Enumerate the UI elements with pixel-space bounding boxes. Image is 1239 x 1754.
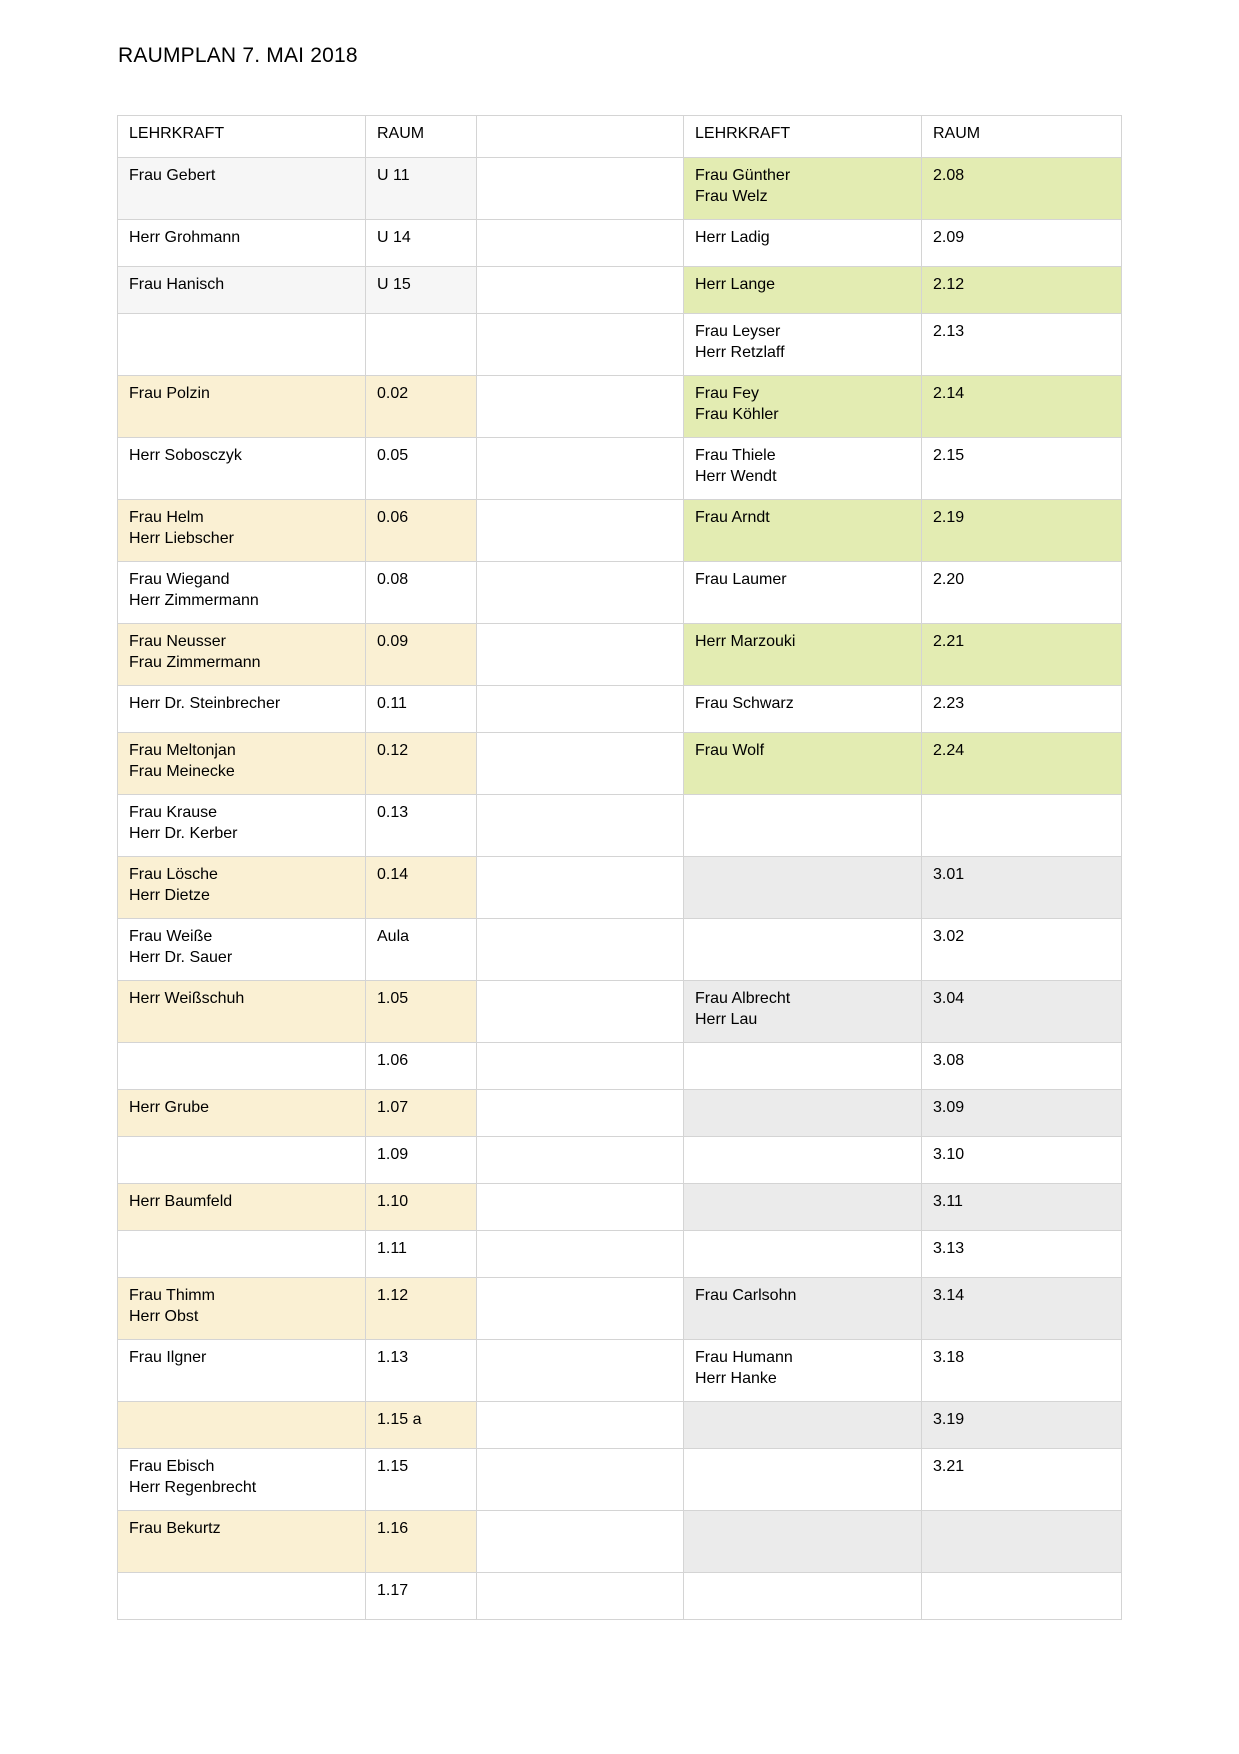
room-cell: 2.12 bbox=[922, 267, 1122, 314]
teacher-name: Frau Laumer bbox=[695, 571, 787, 588]
table-row bbox=[118, 158, 1122, 220]
teacher-cell bbox=[684, 981, 922, 1043]
teacher-name: Frau Bekurtz bbox=[129, 1520, 221, 1537]
teacher-name: Herr Hanke bbox=[695, 1370, 777, 1387]
spacer-cell bbox=[477, 562, 684, 624]
room-cell: 3.01 bbox=[922, 857, 1122, 919]
spacer-cell bbox=[477, 981, 684, 1043]
spacer-cell bbox=[477, 1184, 684, 1231]
teacher-cell bbox=[118, 624, 366, 686]
teacher-name: Frau Günther bbox=[695, 167, 791, 184]
teacher-name: Herr Weißschuh bbox=[129, 990, 245, 1007]
room-cell: 3.14 bbox=[922, 1278, 1122, 1340]
spacer-cell bbox=[477, 314, 684, 376]
room-cell: 1.10 bbox=[366, 1184, 477, 1231]
teacher-name: Herr Regenbrecht bbox=[129, 1479, 257, 1496]
teacher-cell bbox=[118, 267, 366, 314]
table-row bbox=[118, 1184, 1122, 1231]
teacher-cell bbox=[118, 686, 366, 733]
teacher-cell bbox=[118, 1340, 366, 1402]
teacher-cell bbox=[684, 1278, 922, 1340]
teacher-name: Herr Marzouki bbox=[695, 633, 796, 650]
teacher-cell bbox=[684, 1402, 922, 1449]
room-cell: 1.17 bbox=[366, 1573, 477, 1620]
table-row bbox=[118, 1402, 1122, 1449]
table-row bbox=[118, 562, 1122, 624]
teacher-cell bbox=[118, 1449, 366, 1511]
room-cell: 0.11 bbox=[366, 686, 477, 733]
column-header-lehrkraft-right: LEHRKRAFT bbox=[684, 116, 922, 158]
teacher-cell bbox=[684, 1043, 922, 1090]
column-header-raum-left: RAUM bbox=[366, 116, 477, 158]
room-cell: 2.14 bbox=[922, 376, 1122, 438]
room-cell: 2.08 bbox=[922, 158, 1122, 220]
teacher-name: Herr Dr. Kerber bbox=[129, 825, 238, 842]
teacher-cell bbox=[684, 500, 922, 562]
table-row bbox=[118, 1573, 1122, 1620]
teacher-name: Frau Fey bbox=[695, 385, 760, 402]
table-row bbox=[118, 919, 1122, 981]
teacher-name: Frau Hanisch bbox=[129, 276, 225, 293]
table-row bbox=[118, 1090, 1122, 1137]
teacher-name: Frau Welz bbox=[695, 188, 768, 205]
room-cell: 1.13 bbox=[366, 1340, 477, 1402]
room-cell: 0.05 bbox=[366, 438, 477, 500]
column-header-raum-right: RAUM bbox=[922, 116, 1122, 158]
column-header-lehrkraft-left: LEHRKRAFT bbox=[118, 116, 366, 158]
table-row bbox=[118, 438, 1122, 500]
teacher-cell bbox=[118, 1402, 366, 1449]
teacher-cell bbox=[684, 624, 922, 686]
teacher-name: Herr Dr. Steinbrecher bbox=[129, 695, 281, 712]
spacer-cell bbox=[477, 1231, 684, 1278]
room-cell bbox=[366, 314, 477, 376]
room-cell: 2.13 bbox=[922, 314, 1122, 376]
spacer-cell bbox=[477, 1573, 684, 1620]
room-cell: 2.24 bbox=[922, 733, 1122, 795]
teacher-cell bbox=[684, 376, 922, 438]
table-row bbox=[118, 314, 1122, 376]
teacher-cell bbox=[118, 1137, 366, 1184]
table-row bbox=[118, 500, 1122, 562]
room-cell: 1.05 bbox=[366, 981, 477, 1043]
teacher-cell bbox=[684, 438, 922, 500]
teacher-cell bbox=[118, 1573, 366, 1620]
spacer-cell bbox=[477, 500, 684, 562]
teacher-name: Frau Leyser bbox=[695, 323, 781, 340]
teacher-name: Herr Wendt bbox=[695, 468, 777, 485]
room-cell: 3.19 bbox=[922, 1402, 1122, 1449]
room-cell: 1.06 bbox=[366, 1043, 477, 1090]
page-title: RAUMPLAN 7. MAI 2018 bbox=[118, 44, 358, 67]
table-row bbox=[118, 795, 1122, 857]
spacer-cell bbox=[477, 857, 684, 919]
teacher-cell bbox=[118, 438, 366, 500]
room-cell: 3.13 bbox=[922, 1231, 1122, 1278]
teacher-name: Frau Schwarz bbox=[695, 695, 794, 712]
room-cell: U 15 bbox=[366, 267, 477, 314]
room-cell: 1.12 bbox=[366, 1278, 477, 1340]
room-cell: U 14 bbox=[366, 220, 477, 267]
table-row bbox=[118, 220, 1122, 267]
teacher-name: Frau Thiele bbox=[695, 447, 776, 464]
teacher-name: Herr Dr. Sauer bbox=[129, 949, 233, 966]
room-cell: 1.15 a bbox=[366, 1402, 477, 1449]
spacer-cell bbox=[477, 795, 684, 857]
spacer-header-cell bbox=[477, 116, 684, 158]
teacher-cell bbox=[684, 686, 922, 733]
teacher-name: Frau Wiegand bbox=[129, 571, 230, 588]
room-cell: 2.21 bbox=[922, 624, 1122, 686]
teacher-cell bbox=[118, 1231, 366, 1278]
room-cell: 2.15 bbox=[922, 438, 1122, 500]
room-cell: U 11 bbox=[366, 158, 477, 220]
teacher-cell bbox=[684, 220, 922, 267]
teacher-cell bbox=[118, 376, 366, 438]
teacher-cell bbox=[118, 562, 366, 624]
teacher-name: Frau Ebisch bbox=[129, 1458, 215, 1475]
table-row bbox=[118, 686, 1122, 733]
teacher-cell bbox=[118, 158, 366, 220]
table-row bbox=[118, 624, 1122, 686]
teacher-cell bbox=[684, 267, 922, 314]
teacher-cell bbox=[684, 857, 922, 919]
teacher-name: Herr Liebscher bbox=[129, 530, 234, 547]
teacher-cell bbox=[684, 1340, 922, 1402]
teacher-name: Frau Carlsohn bbox=[695, 1287, 797, 1304]
teacher-cell bbox=[684, 733, 922, 795]
teacher-cell bbox=[118, 1184, 366, 1231]
table-row bbox=[118, 1511, 1122, 1573]
spacer-cell bbox=[477, 1340, 684, 1402]
teacher-name: Frau Köhler bbox=[695, 406, 779, 423]
teacher-name: Frau Zimmermann bbox=[129, 654, 261, 671]
teacher-cell bbox=[684, 1573, 922, 1620]
teacher-cell bbox=[684, 562, 922, 624]
spacer-cell bbox=[477, 919, 684, 981]
room-cell: 0.12 bbox=[366, 733, 477, 795]
teacher-name: Frau Neusser bbox=[129, 633, 226, 650]
header-row bbox=[118, 116, 1122, 158]
teacher-cell bbox=[684, 1449, 922, 1511]
room-cell: 1.07 bbox=[366, 1090, 477, 1137]
room-cell: 0.08 bbox=[366, 562, 477, 624]
teacher-cell bbox=[684, 795, 922, 857]
room-cell: 3.10 bbox=[922, 1137, 1122, 1184]
teacher-cell bbox=[118, 919, 366, 981]
room-cell: 1.09 bbox=[366, 1137, 477, 1184]
teacher-name: Herr Ladig bbox=[695, 229, 770, 246]
room-cell: 0.02 bbox=[366, 376, 477, 438]
spacer-cell bbox=[477, 1402, 684, 1449]
table-row bbox=[118, 1340, 1122, 1402]
spacer-cell bbox=[477, 733, 684, 795]
spacer-cell bbox=[477, 1511, 684, 1573]
teacher-name: Herr Grube bbox=[129, 1099, 210, 1116]
room-cell: 1.16 bbox=[366, 1511, 477, 1573]
room-cell: 0.13 bbox=[366, 795, 477, 857]
spacer-cell bbox=[477, 158, 684, 220]
room-cell: 3.08 bbox=[922, 1043, 1122, 1090]
teacher-cell bbox=[118, 795, 366, 857]
teacher-cell bbox=[118, 1511, 366, 1573]
room-cell: 2.23 bbox=[922, 686, 1122, 733]
room-cell: 3.09 bbox=[922, 1090, 1122, 1137]
room-cell: 3.21 bbox=[922, 1449, 1122, 1511]
room-cell: 2.20 bbox=[922, 562, 1122, 624]
teacher-cell bbox=[684, 1184, 922, 1231]
teacher-cell bbox=[684, 919, 922, 981]
teacher-name: Herr Dietze bbox=[129, 887, 210, 904]
spacer-cell bbox=[477, 1278, 684, 1340]
teacher-cell bbox=[118, 857, 366, 919]
teacher-cell bbox=[684, 314, 922, 376]
room-cell: 2.09 bbox=[922, 220, 1122, 267]
room-cell: Aula bbox=[366, 919, 477, 981]
teacher-cell bbox=[118, 1090, 366, 1137]
spacer-cell bbox=[477, 438, 684, 500]
room-cell: 0.14 bbox=[366, 857, 477, 919]
table-row bbox=[118, 981, 1122, 1043]
spacer-cell bbox=[477, 376, 684, 438]
teacher-cell bbox=[118, 220, 366, 267]
teacher-name: Frau Wolf bbox=[695, 742, 765, 759]
teacher-cell bbox=[118, 500, 366, 562]
teacher-cell bbox=[118, 1043, 366, 1090]
table-row bbox=[118, 1231, 1122, 1278]
teacher-name: Herr Obst bbox=[129, 1308, 199, 1325]
room-cell: 3.18 bbox=[922, 1340, 1122, 1402]
teacher-name: Frau Thimm bbox=[129, 1287, 215, 1304]
spacer-cell bbox=[477, 686, 684, 733]
table-row bbox=[118, 267, 1122, 314]
spacer-cell bbox=[477, 267, 684, 314]
teacher-name: Herr Lange bbox=[695, 276, 776, 293]
teacher-cell bbox=[684, 1511, 922, 1573]
table-row bbox=[118, 733, 1122, 795]
teacher-name: Frau Lösche bbox=[129, 866, 218, 883]
teacher-cell bbox=[684, 1090, 922, 1137]
teacher-cell bbox=[684, 1137, 922, 1184]
room-cell bbox=[922, 1573, 1122, 1620]
table-row bbox=[118, 1278, 1122, 1340]
room-plan-table bbox=[117, 115, 1122, 1620]
teacher-name: Frau Weiße bbox=[129, 928, 213, 945]
room-cell: 0.06 bbox=[366, 500, 477, 562]
spacer-cell bbox=[477, 624, 684, 686]
teacher-name: Frau Krause bbox=[129, 804, 218, 821]
teacher-cell bbox=[684, 158, 922, 220]
table-row bbox=[118, 1043, 1122, 1090]
room-cell bbox=[922, 795, 1122, 857]
teacher-name: Herr Zimmermann bbox=[129, 592, 259, 609]
teacher-cell bbox=[684, 1231, 922, 1278]
room-cell: 2.19 bbox=[922, 500, 1122, 562]
table-row bbox=[118, 1137, 1122, 1184]
teacher-name: Frau Polzin bbox=[129, 385, 210, 402]
spacer-cell bbox=[477, 1090, 684, 1137]
teacher-name: Herr Grohmann bbox=[129, 229, 241, 246]
teacher-name: Frau Humann bbox=[695, 1349, 793, 1366]
teacher-name: Frau Meltonjan bbox=[129, 742, 236, 759]
table-row bbox=[118, 376, 1122, 438]
table-row bbox=[118, 1449, 1122, 1511]
teacher-name: Herr Baumfeld bbox=[129, 1193, 233, 1210]
teacher-name: Herr Sobosczyk bbox=[129, 447, 242, 464]
room-cell: 1.15 bbox=[366, 1449, 477, 1511]
teacher-name: Frau Gebert bbox=[129, 167, 216, 184]
spacer-cell bbox=[477, 220, 684, 267]
teacher-name: Frau Albrecht bbox=[695, 990, 791, 1007]
spacer-cell bbox=[477, 1137, 684, 1184]
spacer-cell bbox=[477, 1043, 684, 1090]
room-cell bbox=[922, 1511, 1122, 1573]
teacher-name: Frau Ilgner bbox=[129, 1349, 207, 1366]
room-cell: 0.09 bbox=[366, 624, 477, 686]
teacher-name: Frau Helm bbox=[129, 509, 204, 526]
teacher-name: Herr Retzlaff bbox=[695, 344, 785, 361]
teacher-cell bbox=[118, 981, 366, 1043]
room-cell: 3.11 bbox=[922, 1184, 1122, 1231]
teacher-cell bbox=[118, 1278, 366, 1340]
table-row bbox=[118, 857, 1122, 919]
room-cell: 1.11 bbox=[366, 1231, 477, 1278]
room-cell: 3.04 bbox=[922, 981, 1122, 1043]
spacer-cell bbox=[477, 1449, 684, 1511]
teacher-name: Herr Lau bbox=[695, 1011, 758, 1028]
teacher-name: Frau Arndt bbox=[695, 509, 770, 526]
teacher-name: Frau Meinecke bbox=[129, 763, 235, 780]
room-cell: 3.02 bbox=[922, 919, 1122, 981]
teacher-cell bbox=[118, 733, 366, 795]
teacher-cell bbox=[118, 314, 366, 376]
